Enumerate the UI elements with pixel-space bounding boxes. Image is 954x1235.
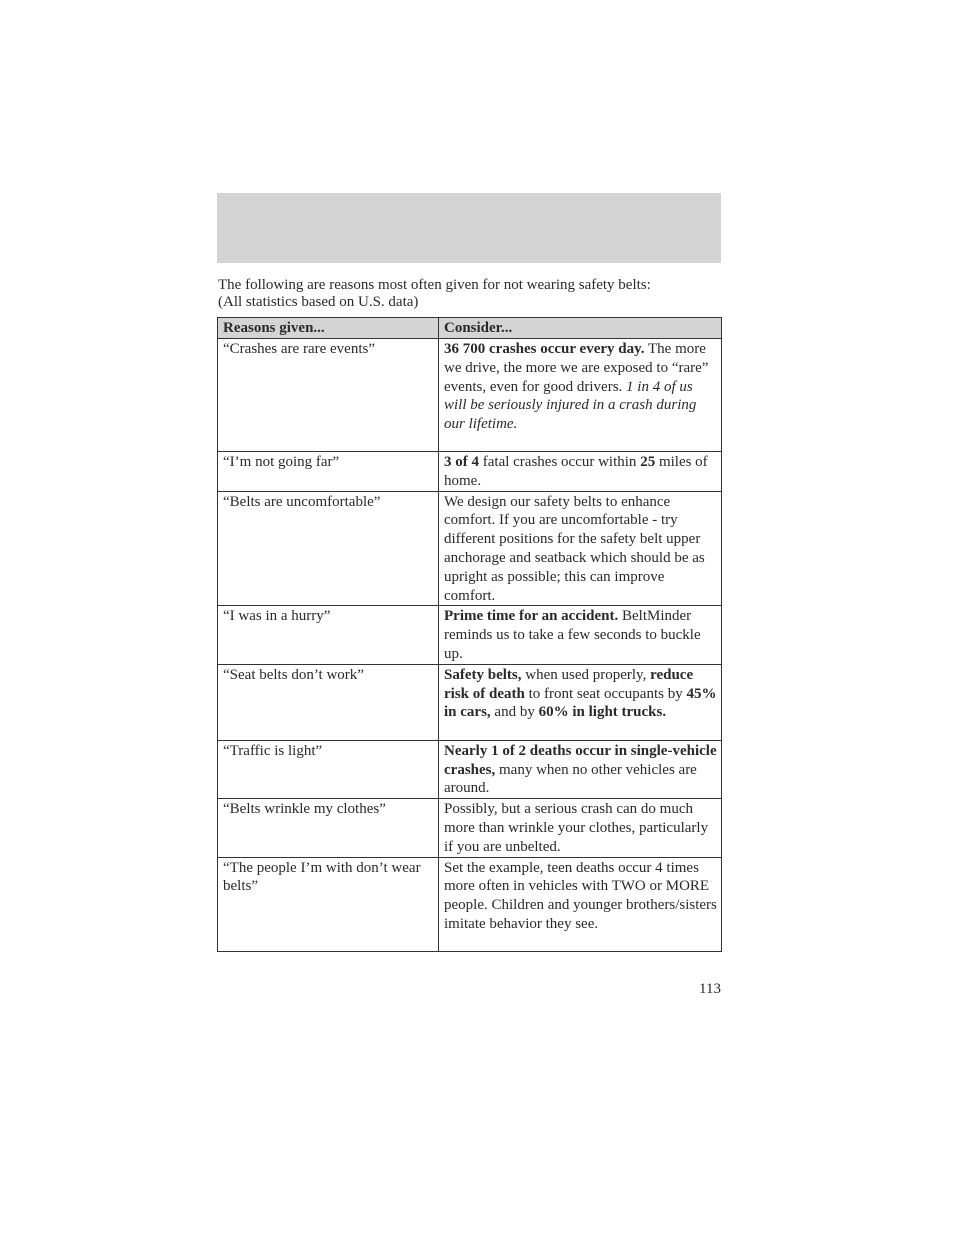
- consider-text-segment: 3 of 4: [444, 454, 479, 470]
- consider-text-segment: many when no other vehicles are around.: [444, 761, 697, 797]
- consider-cell: [439, 799, 722, 857]
- header-reasons: Reasons given...: [218, 318, 439, 339]
- section-header-band: [217, 193, 721, 263]
- consider-cell: [439, 740, 722, 798]
- table-row: [218, 606, 722, 664]
- table-row: [218, 339, 722, 452]
- consider-text-segment: 36 700 crashes occur every day.: [444, 341, 645, 357]
- consider-text-segment: fatal crashes occur within: [479, 454, 641, 470]
- consider-text-segment: Possibly, but a serious crash can do much more than wrinkle your clothes, particularly if you are unbelted.: [444, 801, 709, 855]
- consider-text-segment: 60% in light trucks.: [538, 704, 667, 721]
- consider-cell: [439, 664, 722, 740]
- table-row: [218, 452, 722, 492]
- consider-text-segment: BeltMinder reminds us to take a few seconds to buckle up.: [444, 608, 701, 662]
- reason-cell: “Belts wrinkle my clothes”: [218, 799, 439, 857]
- reason-cell: “Traffic is light”: [218, 740, 439, 798]
- table-header-row: [218, 318, 722, 339]
- table-row: [218, 740, 722, 798]
- consider-text-segment: 1 in 4 of us will be seriously injured in a crash during our lifetime.: [444, 378, 697, 433]
- intro-line-2: (All statistics based on U.S. data): [218, 294, 419, 310]
- reason-cell: “Belts are uncomfortable”: [218, 491, 439, 606]
- consider-cell: [439, 857, 722, 951]
- consider-text-segment: Nearly 1 of 2 deaths occur in single-vehicle crashes,: [444, 742, 717, 778]
- reason-cell: “Crashes are rare events”: [218, 339, 439, 452]
- reasons-table: [217, 317, 722, 952]
- consider-cell: [439, 606, 722, 664]
- intro-line-1: The following are reasons most often given for not wearing safety belts:: [218, 277, 651, 293]
- consider-text-segment: miles of home.: [444, 454, 708, 489]
- table-row: [218, 857, 722, 951]
- consider-cell: [439, 491, 722, 606]
- consider-text-segment: The more we drive, the more we are exposed to “rare” events, even for good drivers.: [444, 341, 709, 395]
- consider-text-segment: Prime time for an accident.: [444, 608, 619, 625]
- consider-text-segment: Safety belts,: [444, 666, 522, 683]
- table-row: [218, 664, 722, 740]
- consider-cell: [439, 452, 722, 492]
- reason-cell: “I’m not going far”: [218, 452, 439, 492]
- consider-cell: [439, 339, 722, 452]
- header-consider: Consider...: [439, 318, 722, 339]
- consider-text-segment: reduce risk of death: [444, 666, 694, 702]
- consider-text-segment: when used properly,: [521, 666, 651, 683]
- table-row: [218, 491, 722, 606]
- consider-text-segment: 25: [640, 454, 656, 470]
- consider-text-segment: Set the example, teen deaths occur 4 times more often in vehicles with TWO or MORE people. Children and younger brothers/sisters imitate behavior they see.: [444, 859, 717, 932]
- reason-cell: “Seat belts don’t work”: [218, 664, 439, 740]
- reason-cell: “I was in a hurry”: [218, 606, 439, 664]
- consider-text-segment: We design our safety belts to enhance comfort. If you are uncomfortable - try different positions for the safety belt upper anchorage and seatback which should be as upright as possible; this can improve comfort.: [444, 493, 705, 604]
- table-row: [218, 799, 722, 857]
- page-number: 113: [699, 981, 721, 997]
- reason-cell: “The people I’m with don’t wear belts”: [218, 857, 439, 951]
- consider-text-segment: to front seat occupants by: [524, 685, 687, 702]
- intro-text: [218, 277, 728, 311]
- consider-text-segment: 45% in cars,: [444, 685, 717, 721]
- consider-text-segment: and by: [490, 704, 539, 721]
